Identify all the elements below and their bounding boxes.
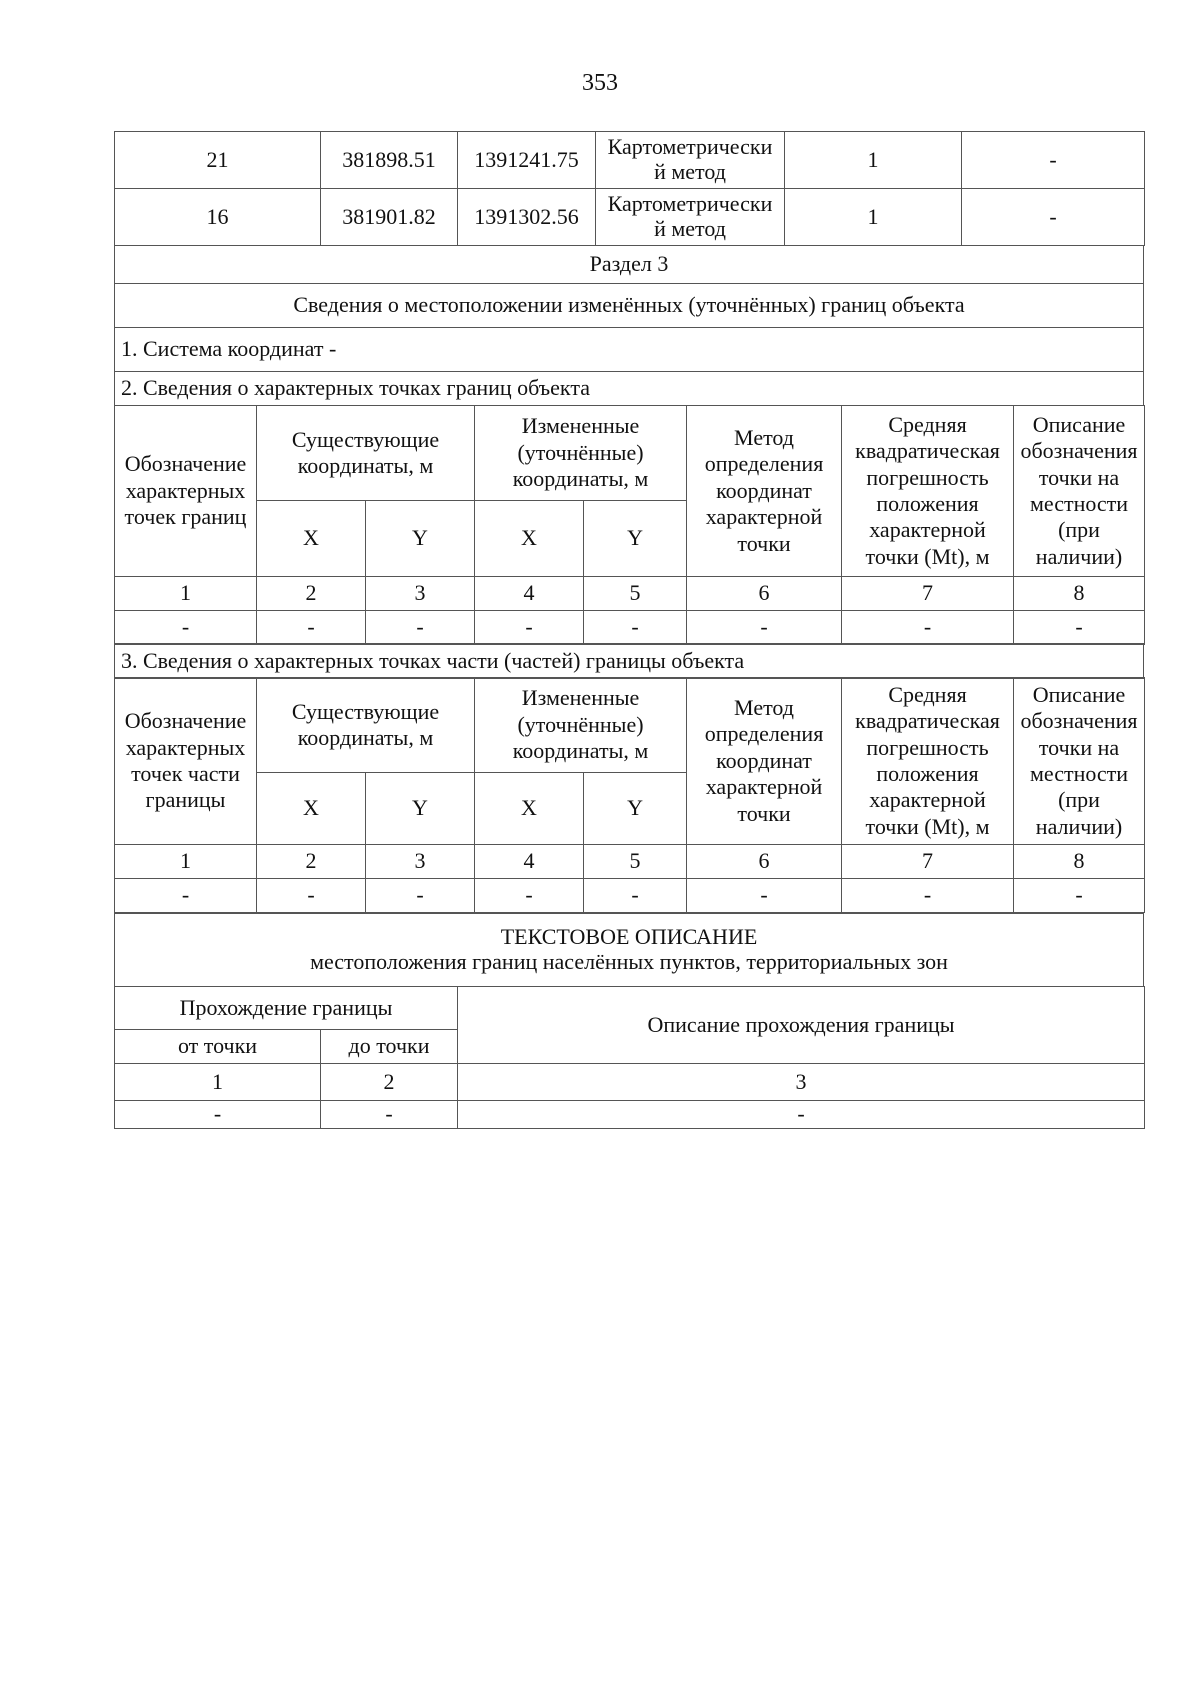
col-accuracy-header: Средняя квадратическая погрешность положения характерной точки (Mt), м (842, 678, 1014, 845)
parts-table (114, 677, 1144, 913)
point-id: 21 (115, 132, 321, 189)
column-number: 1 (115, 1064, 321, 1101)
method: Картометрически й метод (596, 132, 785, 189)
coord-x: 381901.82 (321, 189, 458, 246)
description: - (962, 189, 1145, 246)
cell-value: - (1014, 879, 1145, 913)
coord-x: 381898.51 (321, 132, 458, 189)
section-subtitle: Сведения о местоположении изменённых (уточнённых) границ объекта (115, 284, 1144, 328)
coord-y: 1391302.56 (458, 189, 596, 246)
point-id: 16 (115, 189, 321, 246)
column-number: 7 (842, 845, 1014, 879)
y-header: Y (366, 501, 475, 577)
cell-value: - (366, 611, 475, 645)
section-header (114, 245, 1144, 406)
col-existing-header: Существующие координаты, м (257, 406, 475, 501)
col-passage-description-header: Описание прохождения границы (458, 987, 1145, 1064)
coordinate-system: 1. Система координат - (115, 328, 1144, 372)
table-row (115, 845, 1145, 879)
parts-table-title: 3. Сведения о характерных точках части (частей) границы объекта (115, 644, 1144, 679)
description: - (962, 132, 1145, 189)
cell-value: - (584, 879, 687, 913)
col-point-header: Обозначение характерных точек границ (115, 406, 257, 577)
column-number: 3 (458, 1064, 1145, 1101)
col-method-header: Метод определения координат характерной точки (687, 406, 842, 577)
col-changed-header: Измененные (уточнённые) координаты, м (475, 406, 687, 501)
x-header: X (257, 773, 366, 845)
col-passage-header: Прохождение границы (115, 987, 458, 1030)
cell-value: - (321, 1101, 458, 1129)
col-changed-header: Измененные (уточнённые) координаты, м (475, 678, 687, 773)
points-table (114, 405, 1144, 645)
text-description-heading (115, 914, 1144, 987)
y-header: Y (584, 501, 687, 577)
text-description-title: ТЕКСТОВОЕ ОПИСАНИЕ (500, 924, 758, 950)
cell-value: - (115, 611, 257, 645)
col-point-header: Обозначение характерных точек части границы (115, 678, 257, 845)
column-number: 2 (257, 845, 366, 879)
column-number: 5 (584, 845, 687, 879)
col-from-header: от точки (115, 1030, 321, 1064)
column-number: 5 (584, 577, 687, 611)
cell-value: - (257, 879, 366, 913)
col-description-header: Описание обозначения точки на местности (при наличии) (1014, 406, 1145, 577)
column-number: 8 (1014, 577, 1145, 611)
parts-table-title-block (114, 643, 1144, 679)
table-row (115, 611, 1145, 645)
column-number: 3 (366, 845, 475, 879)
table-row (115, 189, 1145, 246)
cell-value: - (458, 1101, 1145, 1129)
cell-value: - (1014, 611, 1145, 645)
coord-y: 1391241.75 (458, 132, 596, 189)
table-row (115, 577, 1145, 611)
text-description-header (114, 913, 1144, 987)
col-to-header: до точки (321, 1030, 458, 1064)
cell-value: - (584, 611, 687, 645)
column-number: 3 (366, 577, 475, 611)
table-row (115, 1064, 1145, 1101)
cell-value: - (687, 611, 842, 645)
col-method-header: Метод определения координат характерной точки (687, 678, 842, 845)
cell-value: - (115, 879, 257, 913)
column-number: 7 (842, 577, 1014, 611)
cell-value: - (842, 879, 1014, 913)
x-header: X (475, 773, 584, 845)
continuation-table (114, 131, 1144, 246)
x-header: X (475, 501, 584, 577)
column-number: 2 (257, 577, 366, 611)
column-number: 1 (115, 845, 257, 879)
section-title: Раздел 3 (115, 246, 1144, 284)
col-description-header: Описание обозначения точки на местности (при наличии) (1014, 678, 1145, 845)
cell-value: - (257, 611, 366, 645)
accuracy: 1 (785, 189, 962, 246)
column-number: 8 (1014, 845, 1145, 879)
points-table-title: 2. Сведения о характерных точках границ объекта (115, 372, 1144, 406)
table-row (115, 1101, 1145, 1129)
page-number: 353 (582, 70, 618, 96)
y-header: Y (584, 773, 687, 845)
column-number: 6 (687, 845, 842, 879)
cell-value: - (475, 611, 584, 645)
cell-value: - (366, 879, 475, 913)
col-existing-header: Существующие координаты, м (257, 678, 475, 773)
column-number: 1 (115, 577, 257, 611)
table-row (115, 879, 1145, 913)
cell-value: - (842, 611, 1014, 645)
column-number: 4 (475, 577, 584, 611)
cell-value: - (115, 1101, 321, 1129)
column-number: 2 (321, 1064, 458, 1101)
table-row (115, 132, 1145, 189)
column-number: 4 (475, 845, 584, 879)
column-number: 6 (687, 577, 842, 611)
y-header: Y (366, 773, 475, 845)
cell-value: - (475, 879, 584, 913)
text-description-table (114, 986, 1144, 1129)
text-description-subtitle: местоположения границ населённых пунктов, территориальных зон (310, 949, 948, 974)
col-accuracy-header: Средняя квадратическая погрешность положения характерной точки (Mt), м (842, 406, 1014, 577)
accuracy: 1 (785, 132, 962, 189)
cell-value: - (687, 879, 842, 913)
method: Картометрически й метод (596, 189, 785, 246)
x-header: X (257, 501, 366, 577)
